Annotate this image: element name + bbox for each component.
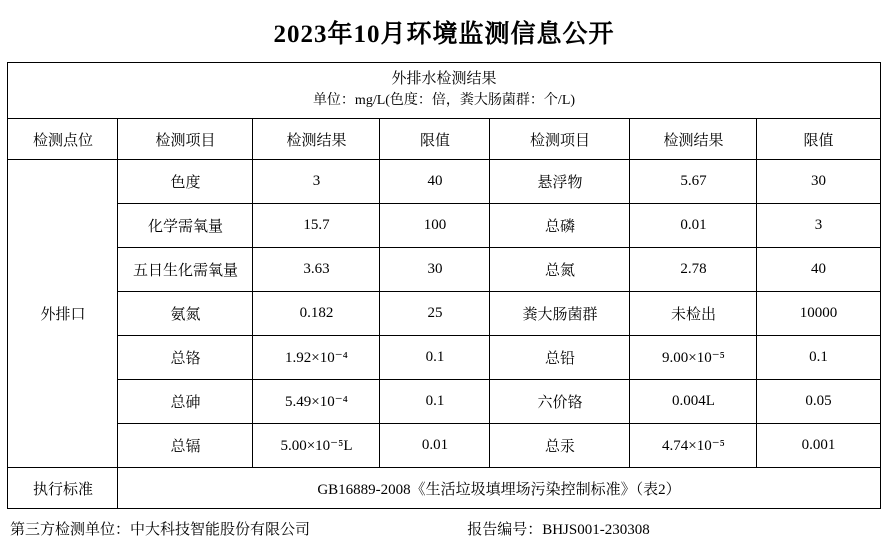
item-right: 总铅 xyxy=(490,336,630,380)
result-left: 3 xyxy=(253,160,380,204)
column-header-limit-left: 限值 xyxy=(380,119,490,160)
result-right: 9.00×10⁻⁵ xyxy=(630,336,757,380)
limit-left: 0.1 xyxy=(380,380,490,424)
limit-right: 40 xyxy=(757,248,880,292)
column-header-result-right: 检测结果 xyxy=(630,119,757,160)
item-left: 化学需氧量 xyxy=(118,204,253,248)
column-header-item-right: 检测项目 xyxy=(490,119,630,160)
table-row xyxy=(8,248,880,292)
item-right: 总磷 xyxy=(490,204,630,248)
result-right: 未检出 xyxy=(630,292,757,336)
result-right: 5.67 xyxy=(630,160,757,204)
column-header-point: 检测点位 xyxy=(8,119,118,160)
result-left: 5.00×10⁻⁵L xyxy=(253,424,380,468)
limit-left: 0.01 xyxy=(380,424,490,468)
item-right: 悬浮物 xyxy=(490,160,630,204)
result-right: 0.004L xyxy=(630,380,757,424)
result-right: 0.01 xyxy=(630,204,757,248)
item-left: 氨氮 xyxy=(118,292,253,336)
limit-right: 0.05 xyxy=(757,380,880,424)
limit-right: 3 xyxy=(757,204,880,248)
result-left: 0.182 xyxy=(253,292,380,336)
monitoring-results-table xyxy=(7,62,880,509)
result-left: 15.7 xyxy=(253,204,380,248)
sampling-point-cell: 外排口 xyxy=(8,160,118,468)
item-left: 总镉 xyxy=(118,424,253,468)
limit-left: 100 xyxy=(380,204,490,248)
item-left: 总铬 xyxy=(118,336,253,380)
limit-right: 0.001 xyxy=(757,424,880,468)
subheader-line-2: 单位：mg/L(色度：倍，粪大肠菌群：个/L) xyxy=(312,92,576,108)
limit-left: 0.1 xyxy=(380,336,490,380)
item-left: 色度 xyxy=(118,160,253,204)
result-left: 3.63 xyxy=(253,248,380,292)
limit-right: 30 xyxy=(757,160,880,204)
column-header-limit-right: 限值 xyxy=(757,119,880,160)
column-header-item-left: 检测项目 xyxy=(118,119,253,160)
table-subheader-row xyxy=(8,63,880,119)
subheader-line-1: 外排水检测结果 xyxy=(391,71,497,87)
result-left: 1.92×10⁻⁴ xyxy=(253,336,380,380)
table-row xyxy=(8,380,880,424)
page-title: 2023年10月环境监测信息公开 xyxy=(273,21,615,48)
result-left: 5.49×10⁻⁴ xyxy=(253,380,380,424)
limit-left: 25 xyxy=(380,292,490,336)
limit-right: 0.1 xyxy=(757,336,880,380)
item-right: 粪大肠菌群 xyxy=(490,292,630,336)
table-row xyxy=(8,160,880,204)
item-right: 总氮 xyxy=(490,248,630,292)
result-right: 2.78 xyxy=(630,248,757,292)
standard-value: GB16889-2008《生活垃圾填埋场污染控制标准》（表2） xyxy=(118,468,880,509)
item-right: 六价铬 xyxy=(490,380,630,424)
limit-left: 40 xyxy=(380,160,490,204)
table-row xyxy=(8,292,880,336)
item-right: 总汞 xyxy=(490,424,630,468)
table-subheader-cell xyxy=(8,63,880,119)
footer-testing-unit: 第三方检测单位：中大科技智能股份有限公司 xyxy=(10,522,311,539)
standard-label: 执行标准 xyxy=(8,468,118,509)
table-row xyxy=(8,204,880,248)
item-left: 总砷 xyxy=(118,380,253,424)
standard-row xyxy=(8,468,880,509)
limit-right: 10000 xyxy=(757,292,880,336)
table-row xyxy=(8,336,880,380)
table-header-row xyxy=(8,119,880,160)
item-left: 五日生化需氧量 xyxy=(118,248,253,292)
table-row xyxy=(8,424,880,468)
footer-report-number: 报告编号：BHJS001-230308 xyxy=(467,522,650,539)
column-header-result-left: 检测结果 xyxy=(253,119,380,160)
result-right: 4.74×10⁻⁵ xyxy=(630,424,757,468)
limit-left: 30 xyxy=(380,248,490,292)
footer xyxy=(8,509,880,539)
